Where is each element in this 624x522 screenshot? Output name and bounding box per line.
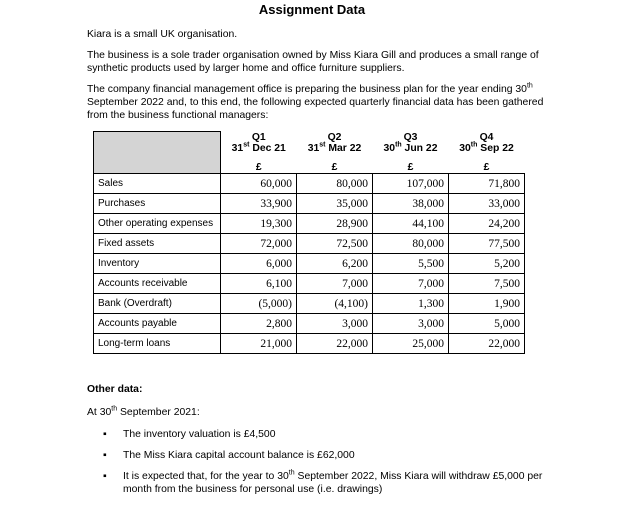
- value-cell: 24,200: [449, 214, 525, 234]
- value-cell: 6,100: [221, 274, 297, 294]
- bullet-text: It is expected that, for the year to 30th September 2022, Miss Kiara will withdraw £5,000 per month from the business for personal use (i.e. drawings): [123, 469, 543, 495]
- value-cell: 5,200: [449, 254, 525, 274]
- row-label: Sales: [94, 174, 221, 194]
- list-item: [101, 428, 551, 441]
- row-label: Purchases: [94, 194, 221, 214]
- value-cell: 6,000: [221, 254, 297, 274]
- header-quarter: Q2: [327, 131, 342, 143]
- header-quarter: Q4: [479, 131, 494, 143]
- value-cell: (5,000): [221, 294, 297, 314]
- value-cell: 71,800: [449, 174, 525, 194]
- financial-data-table: [93, 131, 525, 354]
- value-cell: 80,000: [373, 234, 449, 254]
- value-cell: 35,000: [297, 194, 373, 214]
- header-currency: £: [255, 161, 262, 173]
- value-cell: 1,900: [449, 294, 525, 314]
- bullet-icon: ▪: [103, 471, 107, 482]
- value-cell: 21,000: [221, 334, 297, 354]
- value-cell: 60,000: [221, 174, 297, 194]
- plan-text-part2: September 2022 and, to this end, the following expected quarterly financial data has been gathered from the business functional managers:: [87, 97, 544, 121]
- value-cell: 19,300: [221, 214, 297, 234]
- value-cell: 44,100: [373, 214, 449, 234]
- header-blank-cell: [94, 132, 221, 174]
- table-row: [94, 214, 525, 234]
- header-date: 30th Jun 22: [383, 141, 438, 154]
- intro-paragraph: Kiara is a small UK organisation.: [87, 29, 238, 40]
- bullet-text: The inventory valuation is £4,500: [123, 429, 276, 440]
- table-row: [94, 314, 525, 334]
- value-cell: 7,500: [449, 274, 525, 294]
- header-quarter: Q3: [403, 131, 418, 143]
- header-q3: [373, 132, 449, 174]
- page-title: Assignment Data: [258, 2, 366, 17]
- row-label: Bank (Overdraft): [94, 294, 221, 314]
- header-q1: [221, 132, 297, 174]
- row-label: Other operating expenses: [94, 214, 221, 234]
- other-data-list: [101, 428, 551, 504]
- header-date: 31st Dec 21: [231, 141, 286, 154]
- other-data-title: Other data:: [87, 384, 143, 395]
- table-row: [94, 254, 525, 274]
- bullet-icon: ▪: [103, 429, 107, 440]
- value-cell: 5,500: [373, 254, 449, 274]
- value-cell: 2,800: [221, 314, 297, 334]
- business-paragraph: The business is a sole trader organisation owned by Miss Kiara Gill and produces a small range of synthetic products used by larger home and office furniture suppliers.: [87, 50, 539, 74]
- value-cell: 7,000: [373, 274, 449, 294]
- header-q2: [297, 132, 373, 174]
- row-label: Inventory: [94, 254, 221, 274]
- table-row: [94, 194, 525, 214]
- list-item: [101, 449, 551, 462]
- value-cell: 28,900: [297, 214, 373, 234]
- bullet-text: The Miss Kiara capital account balance is £62,000: [123, 450, 355, 461]
- plan-text-part1: The company financial management office is preparing the business plan for the year ending 30: [87, 84, 527, 95]
- value-cell: 33,000: [449, 194, 525, 214]
- plan-text-sup: th: [526, 82, 533, 90]
- header-currency: £: [483, 161, 490, 173]
- table-header-row: [94, 132, 525, 174]
- row-label: Accounts payable: [94, 314, 221, 334]
- value-cell: 22,000: [449, 334, 525, 354]
- value-cell: 3,000: [297, 314, 373, 334]
- header-q4: [449, 132, 525, 174]
- value-cell: 25,000: [373, 334, 449, 354]
- header-currency: £: [407, 161, 414, 173]
- row-label: Fixed assets: [94, 234, 221, 254]
- value-cell: 72,500: [297, 234, 373, 254]
- bullet-icon: ▪: [103, 450, 107, 461]
- value-cell: 1,300: [373, 294, 449, 314]
- value-cell: 5,000: [449, 314, 525, 334]
- at-date-line: At 30th September 2021:: [87, 405, 200, 418]
- row-label: Accounts receivable: [94, 274, 221, 294]
- plan-paragraph: [87, 83, 547, 122]
- list-item: [101, 470, 551, 496]
- header-quarter: Q1: [251, 131, 266, 143]
- value-cell: 107,000: [373, 174, 449, 194]
- value-cell: 6,200: [297, 254, 373, 274]
- value-cell: 3,000: [373, 314, 449, 334]
- value-cell: 72,000: [221, 234, 297, 254]
- value-cell: 38,000: [373, 194, 449, 214]
- table-row: [94, 174, 525, 194]
- table-row: [94, 234, 525, 254]
- value-cell: 80,000: [297, 174, 373, 194]
- table-row: [94, 294, 525, 314]
- value-cell: (4,100): [297, 294, 373, 314]
- row-label: Long-term loans: [94, 334, 221, 354]
- header-date: 31st Mar 22: [307, 141, 362, 154]
- value-cell: 77,500: [449, 234, 525, 254]
- value-cell: 22,000: [297, 334, 373, 354]
- value-cell: 7,000: [297, 274, 373, 294]
- header-date: 30th Sep 22: [459, 141, 514, 154]
- table-row: [94, 274, 525, 294]
- header-currency: £: [331, 161, 338, 173]
- table-row: [94, 334, 525, 354]
- value-cell: 33,900: [221, 194, 297, 214]
